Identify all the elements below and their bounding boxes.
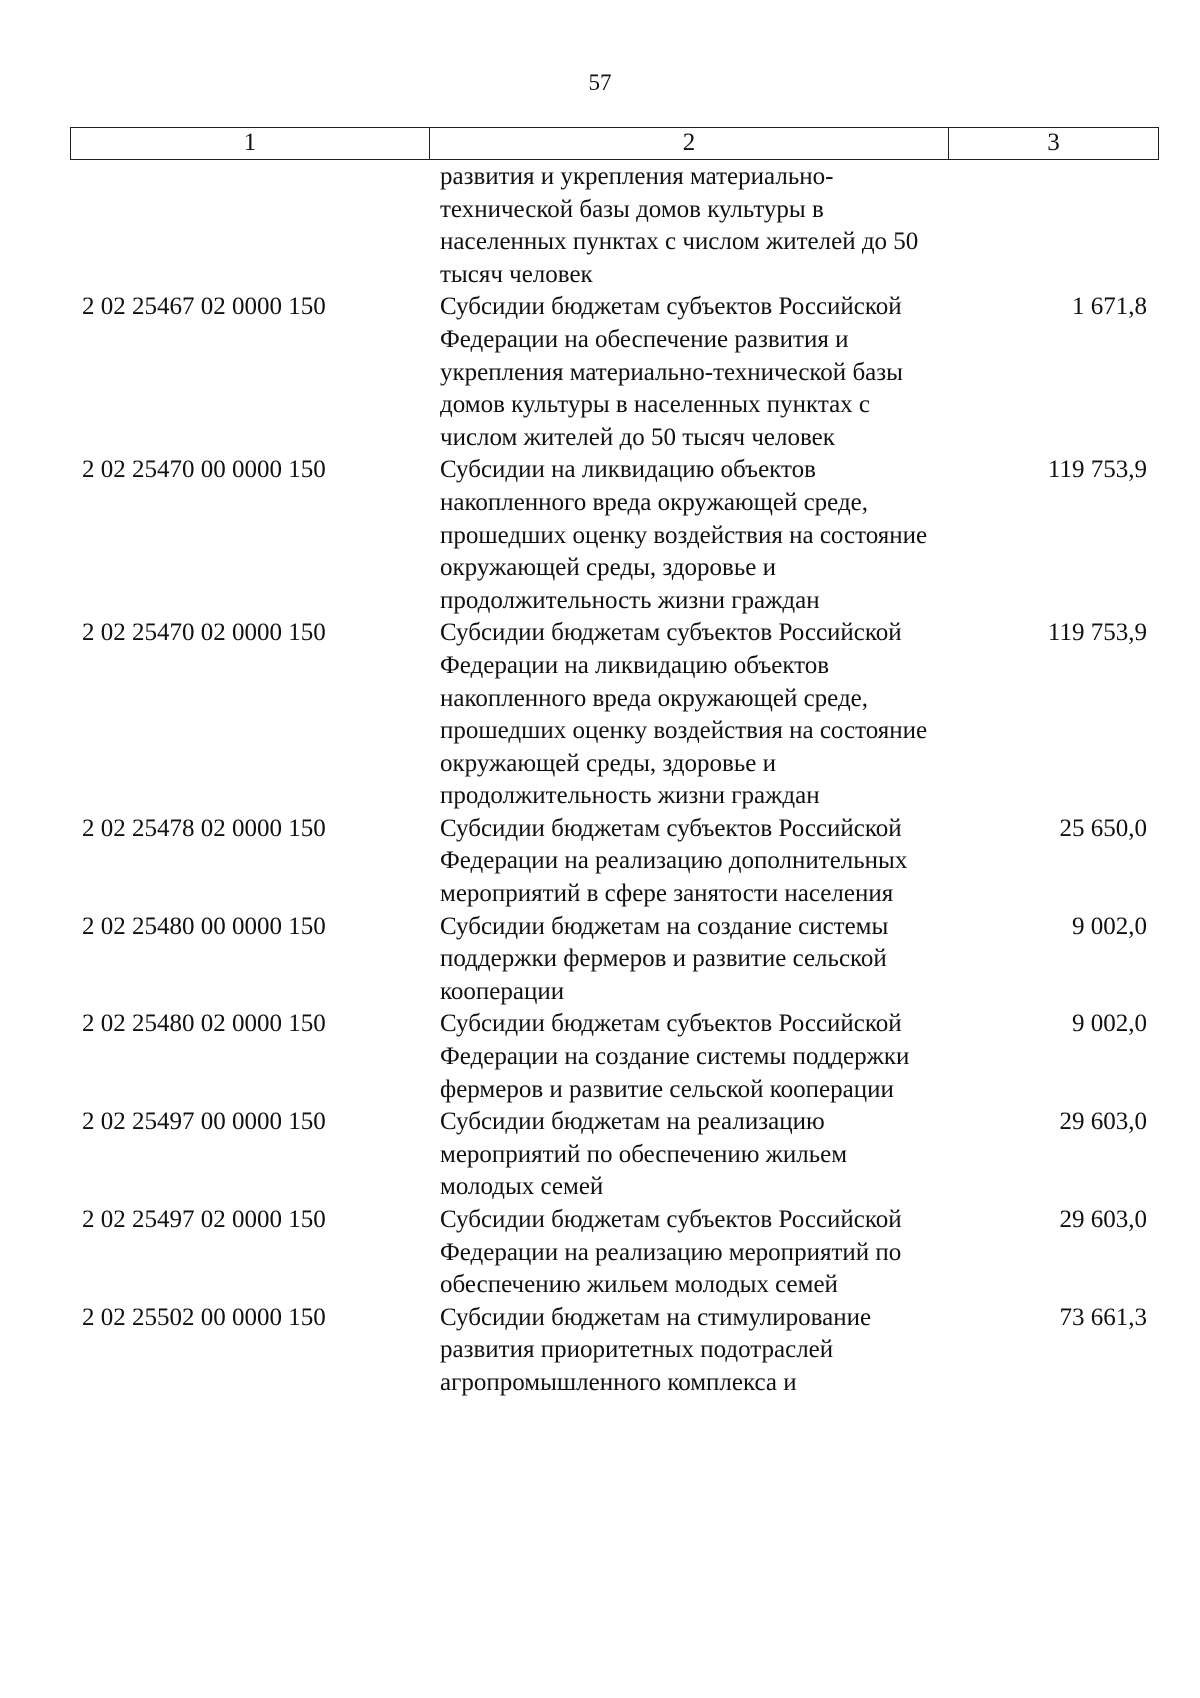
column-header-3: 3 (1047, 129, 1060, 156)
income-name: Субсидии бюджетам на стимулирование развития приоритетных подотраслей агропромышленного комплекса и (440, 1303, 872, 1396)
amount: 119 753,9 (1047, 619, 1147, 647)
budget-code: 2 02 25467 02 0000 150 (82, 293, 326, 321)
budget-code: 2 02 25470 02 0000 150 (82, 619, 326, 647)
table-row (70, 1204, 1159, 1302)
budget-code: 2 02 25478 02 0000 150 (82, 814, 326, 842)
table-body (70, 161, 1159, 1400)
amount (946, 161, 1159, 291)
budget-code: 2 02 25480 02 0000 150 (82, 1010, 326, 1038)
amount: 73 661,3 (1059, 1303, 1147, 1331)
amount: 9 002,0 (1072, 1010, 1147, 1038)
amount: 9 002,0 (1072, 912, 1147, 940)
table-row (70, 813, 1159, 911)
amount: 25 650,0 (1059, 814, 1147, 842)
page-number: 57 (588, 70, 612, 95)
table-row (70, 1106, 1159, 1204)
table-row (70, 291, 1159, 454)
column-header-1: 1 (71, 128, 430, 159)
column-header-2: 2 (430, 128, 949, 159)
table-row (70, 454, 1159, 617)
table-row (70, 161, 1159, 291)
amount: 29 603,0 (1059, 1108, 1147, 1136)
amount: 29 603,0 (1059, 1206, 1147, 1233)
income-name: развития и укрепления материально-технической базы домов культуры в населенных пунктах с числом жителей до 50 тысяч человек (440, 163, 919, 288)
table-row (70, 1302, 1159, 1400)
budget-code: 2 02 25470 00 0000 150 (82, 456, 326, 484)
amount: 1 671,8 (1072, 293, 1147, 321)
income-name: Субсидии бюджетам субъектов Российской Федерации на реализацию мероприятий по обеспечению жильем молодых семей (440, 1206, 902, 1299)
income-name: Субсидии бюджетам субъектов Российской Федерации на реализацию дополнительных мероприятий в сфере занятости населения (440, 814, 908, 908)
budget-code: 2 02 25502 00 0000 150 (82, 1303, 326, 1331)
income-name: Субсидии бюджетам на создание системы поддержки фермеров и развитие сельской кооперации (440, 912, 889, 1005)
income-name: Субсидии бюджетам на реализацию мероприятий по обеспечению жильем молодых семей (440, 1108, 848, 1201)
table-row (70, 617, 1159, 813)
income-name: Субсидии бюджетам субъектов Российской Федерации на создание системы поддержки фермеров и развитие сельской кооперации (440, 1010, 910, 1103)
table-row (70, 1008, 1159, 1106)
budget-code: 2 02 25497 02 0000 150 (82, 1206, 326, 1233)
budget-code: 2 02 25480 00 0000 150 (82, 912, 326, 940)
income-name: Субсидии на ликвидацию объектов накопленного вреда окружающей среде, прошедших оценку воздействия на состояние окружающей среды, здоровье и продолжительность жизни граждан (440, 456, 928, 614)
amount: 119 753,9 (1047, 456, 1147, 484)
budget-code (70, 161, 428, 291)
income-name: Субсидии бюджетам субъектов Российской Федерации на ликвидацию объектов накопленного вреда окружающей среде, прошедших оценку воздействия на состояние окружающей среды, здоровье и продолжительность жизни граждан (440, 619, 928, 810)
budget-code: 2 02 25497 00 0000 150 (82, 1108, 326, 1136)
table-row (70, 911, 1159, 1009)
income-name: Субсидии бюджетам субъектов Российской Федерации на обеспечение развития и укрепления материально-технической базы домов культуры в населенных пунктах с числом жителей до 50 тысяч человек (440, 293, 903, 451)
table-header (70, 127, 1159, 160)
